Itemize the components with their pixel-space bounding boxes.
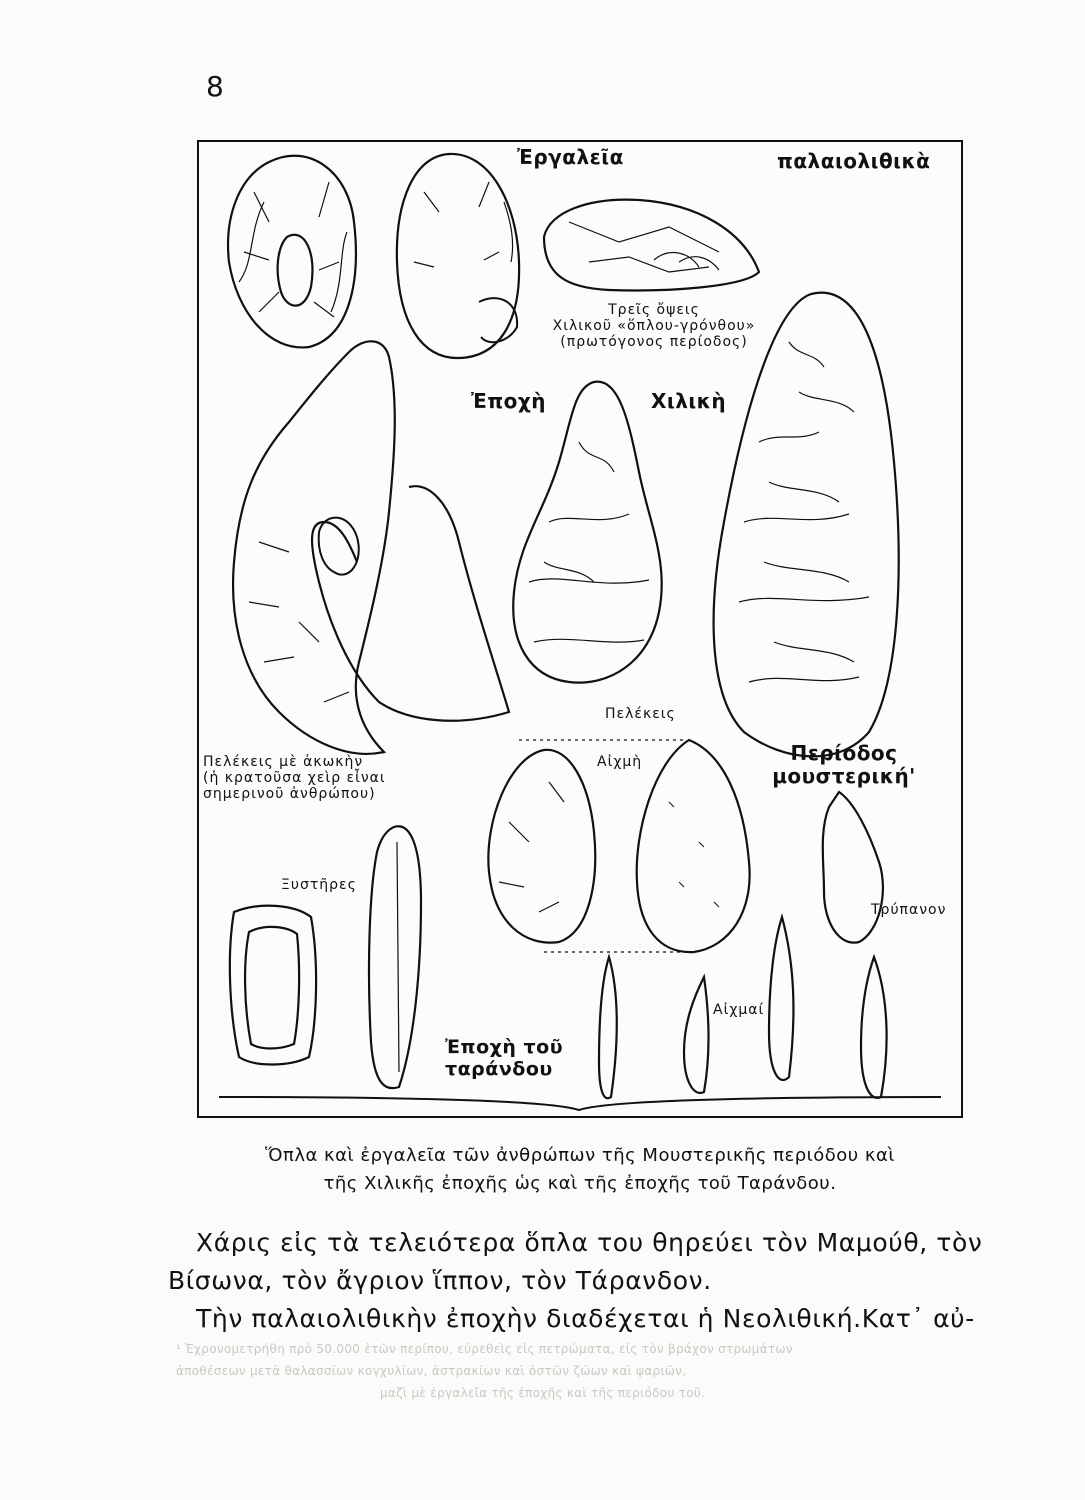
bracket-line <box>219 1097 941 1110</box>
points-label: Αἰχμαί <box>713 1002 765 1018</box>
reindeer-epoch-line-2: ταράνδου <box>445 1057 553 1080</box>
three-views-line-3: (πρωτόγονος περίοδος) <box>560 334 748 351</box>
hand-with-axe-drawing <box>233 341 509 754</box>
bleed-through-line-3: μαζὶ μὲ ἐργαλεῖα τῆς ἐποχῆς καὶ τῆς περιόδου τοῦ. <box>380 1386 706 1400</box>
body-line-2: Βίσωνα, τὸν ἄγριον ἵππον, τὸν Τάρανδον. <box>168 1266 712 1295</box>
reindeer-epoch-label <box>445 1037 563 1081</box>
hand-axe-caption-line-3: σημερινοῦ ἀνθρώπου) <box>203 786 376 803</box>
epoch-label: Ἐποχὴ <box>471 389 547 413</box>
large-hand-axe-drawing <box>714 293 899 757</box>
three-views-line-1: Τρεῖς ὄψεις <box>608 302 700 318</box>
figure-caption <box>150 1142 1010 1198</box>
mousterian-label <box>759 742 929 788</box>
hand-axe-caption <box>203 754 386 802</box>
ring-tool-drawing <box>228 156 356 348</box>
scrapers-label: Ξυστῆρες <box>281 877 357 893</box>
drill-drawing <box>823 792 883 943</box>
chellean-label: Χιλικὴ <box>651 389 727 413</box>
scraper-ring-drawing <box>230 906 316 1065</box>
mousterian-line-2: μουστερική' <box>772 764 916 788</box>
mousterian-line-1: Περίοδος <box>790 741 898 765</box>
drill-label: Τρύπανον <box>871 902 947 918</box>
point-b-drawing <box>684 977 709 1093</box>
bleed-through-line-2: ἀποθέσεων μετὰ θαλασσίων κογχυλίων, ἀστρακίων καὶ ὀστῶν ζώων καὶ ψαριῶν, <box>176 1364 687 1378</box>
stone-tools-illustration <box>199 142 961 1116</box>
point-a-drawing <box>599 957 617 1098</box>
hand-axe-caption-line-1: Πελέκεις μὲ ἀκωκὴν <box>203 754 364 770</box>
leaf-point-drawing <box>637 740 750 952</box>
middle-hand-axe-drawing <box>513 382 661 683</box>
illustration-plate <box>197 140 963 1118</box>
three-views-line-2: Χιλικοῦ «ὅπλου-γρόνθου» <box>552 318 756 335</box>
point-label: Αἰχμὴ <box>597 754 643 770</box>
bleed-through-line-1: ¹ Ἐχρονομετρήθη πρὸ 50.000 ἐτῶν περίπου, εὐρεθεὶς εἰς πετρώματα, εἰς τὸν βράχον στρωμάτων <box>176 1342 793 1356</box>
chopper-drawing <box>544 200 759 291</box>
reindeer-epoch-line-1: Ἐποχὴ τοῦ <box>445 1036 564 1058</box>
body-line-3: Τὴν παλαιολιθικὴν ἐποχὴν διαδέχεται ἡ Νεολιθική.Κατ᾽ αὐ- <box>196 1304 975 1333</box>
axes-label: Πελέκεις <box>605 706 676 722</box>
oval-tool-drawing <box>397 154 519 358</box>
hand-axe-caption-line-2: (ἡ κρατοῦσα χεὶρ εἶναι <box>203 770 386 787</box>
point-d-drawing <box>861 957 887 1098</box>
caption-line-2: τῆς Χιλικῆς ἐποχῆς ὡς καὶ τῆς ἐποχῆς τοῦ Ταράνδου. <box>323 1173 837 1194</box>
three-views-label <box>524 302 784 350</box>
heading-tools: Ἐργαλεῖα <box>517 145 624 169</box>
page-number: 8 <box>206 70 224 103</box>
point-c-drawing <box>769 917 793 1080</box>
heading-palaeolithic: παλαιολιθικὰ <box>777 149 931 173</box>
long-blade-drawing <box>369 826 421 1088</box>
caption-line-1: Ὅπλα καὶ ἐργαλεῖα τῶν ἀνθρώπων τῆς Μουστερικῆς περιόδου καὶ <box>265 1145 895 1166</box>
body-line-1: Χάρις εἰς τὰ τελειότερα ὅπλα του θηρεύει τὸν Μαμούθ, τὸν <box>196 1228 983 1257</box>
point-tool-drawing <box>488 750 595 943</box>
